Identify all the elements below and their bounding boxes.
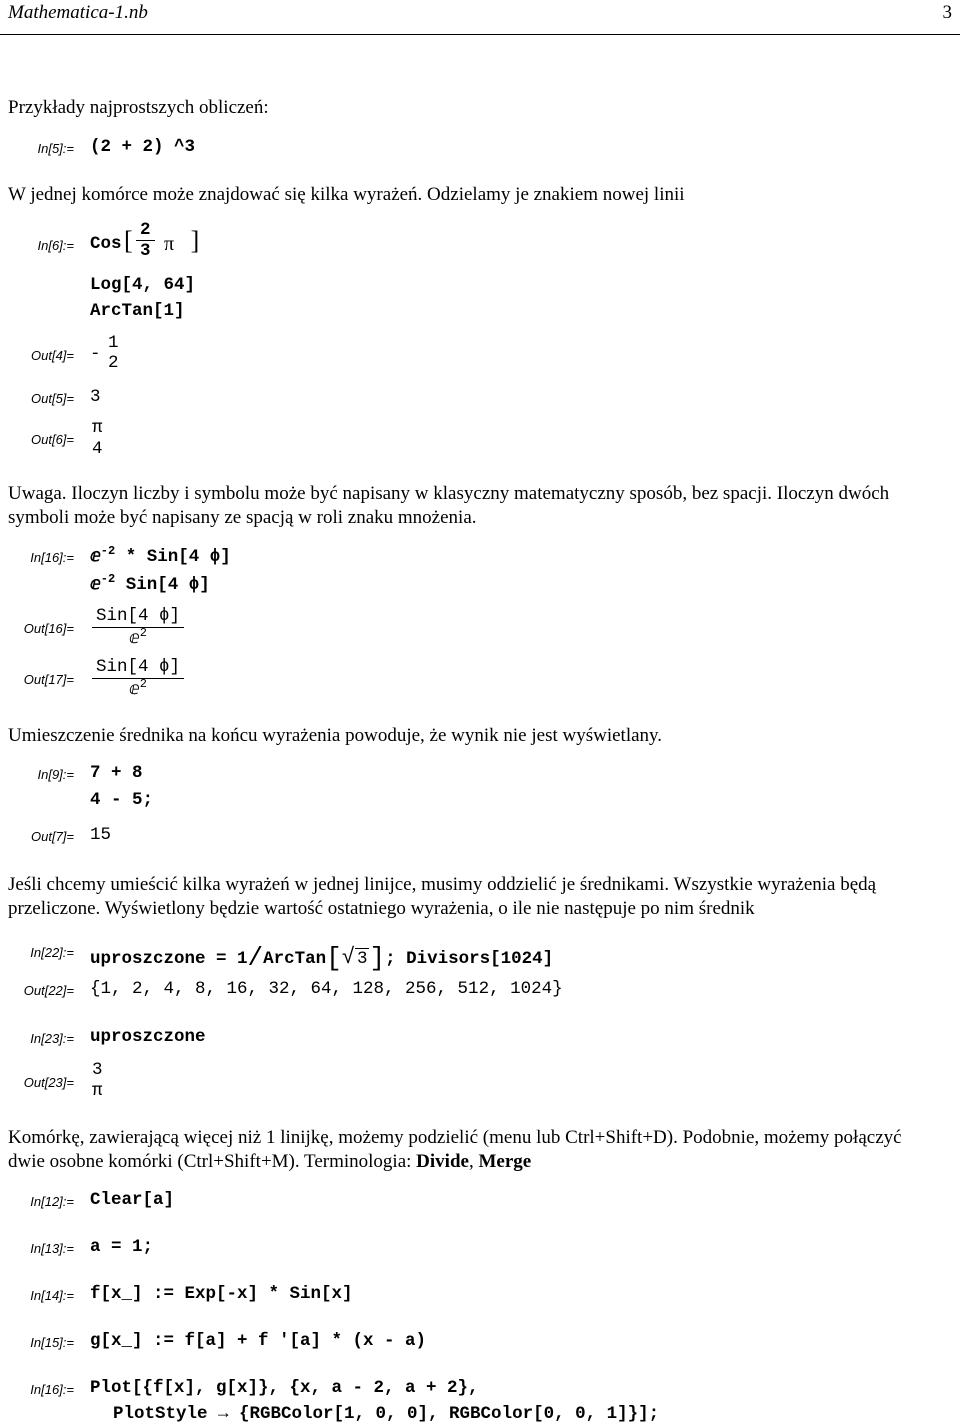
- in22-sqrt-arg: 3: [356, 949, 368, 969]
- in13-input[interactable]: a = 1;: [90, 1237, 154, 1257]
- in16b-line1[interactable]: Plot[{f[x], g[x]}, {x, a - 2, a + 2},: [90, 1378, 479, 1398]
- out4-num: 1: [108, 333, 119, 353]
- out16-num: Sin[4 ϕ]: [96, 606, 181, 626]
- in16-exp: -2: [100, 544, 116, 558]
- out17-den-e: ⅇ: [129, 680, 140, 700]
- in5-label: In[5]:=: [37, 141, 74, 156]
- out23-num: 3: [92, 1060, 103, 1080]
- in16-line2[interactable]: [90, 574, 210, 595]
- out22-label: Out[22]=: [23, 983, 74, 998]
- out17-num: Sin[4 ϕ]: [96, 657, 181, 677]
- in9-label: In[9]:=: [37, 767, 74, 782]
- out17-den-exp: 2: [139, 677, 147, 691]
- out17-label: Out[17]=: [23, 672, 74, 687]
- in13-label: In[13]:=: [30, 1241, 74, 1256]
- in15-input[interactable]: g[x_] := f[a] + f '[a] * (x - a): [90, 1331, 427, 1351]
- page-number: 3: [942, 2, 952, 23]
- in16-l2-e: ⅇ: [90, 575, 101, 595]
- in16-l2-exp: -2: [100, 572, 116, 586]
- text-intro: Przykłady najprostszych obliczeń:: [8, 97, 269, 118]
- out23-fraction: [88, 1060, 107, 1102]
- text-divide-line2: [8, 1150, 531, 1174]
- in6-pi: π: [164, 233, 175, 255]
- out4-minus: -: [90, 344, 101, 364]
- out5-label: Out[5]=: [31, 391, 74, 406]
- in6-arctan[interactable]: ArcTan[1]: [90, 301, 185, 321]
- out16-den-exp: 2: [139, 626, 147, 640]
- in16b-line2[interactable]: PlotStyle → {RGBColor[1, 0, 0], RGBColor[0, 0, 1]}];: [113, 1404, 660, 1424]
- text-one-line-line1: Jeśli chcemy umieścić kilka wyrażeń w jednej linijce, musimy oddzielić je średnikami. Wszystkie wyrażenia będą: [8, 874, 877, 895]
- in6-label: In[6]:=: [37, 238, 74, 253]
- out6-den: 4: [92, 439, 103, 459]
- out16-den-e: ⅇ: [129, 629, 140, 649]
- term-merge: Merge: [478, 1151, 532, 1172]
- in23-label: In[23]:=: [30, 1031, 74, 1046]
- text-semicolon: Umieszczenie średnika na końcu wyrażenia powoduje, że wynik nie jest wyświetlany.: [8, 725, 663, 746]
- in22-slash: /: [247, 943, 264, 973]
- in16-l2-rest: Sin[4 ϕ]: [115, 575, 210, 595]
- in22-input[interactable]: [90, 941, 553, 971]
- out16-fraction: [92, 605, 184, 651]
- out6-fraction: [88, 418, 107, 460]
- in22-assign: uproszczone = 1: [90, 949, 248, 969]
- in16-label: In[16]:=: [30, 550, 74, 565]
- out7-label: Out[7]=: [31, 829, 74, 844]
- out16-label: Out[16]=: [23, 621, 74, 636]
- out4-fraction: [104, 333, 123, 373]
- in9-line2[interactable]: 4 - 5;: [90, 790, 154, 810]
- in23-input[interactable]: uproszczone: [90, 1027, 206, 1047]
- term-divide: Divide: [416, 1151, 469, 1172]
- in15-label: In[15]:=: [30, 1335, 74, 1350]
- in14-label: In[14]:=: [30, 1288, 74, 1303]
- out7-value: 15: [90, 825, 112, 845]
- in6-cos[interactable]: Cos: [90, 234, 122, 254]
- in12-input[interactable]: Clear[a]: [90, 1190, 175, 1210]
- in6-right-bracket: ]: [190, 226, 200, 255]
- in12-label: In[12]:=: [30, 1194, 74, 1209]
- out6-label: Out[6]=: [31, 432, 74, 447]
- in16-rest: * Sin[4 ϕ]: [115, 547, 231, 567]
- out17-den: [92, 678, 184, 702]
- in16b-label: In[16]:=: [30, 1382, 74, 1397]
- in6-log[interactable]: Log[4, 64]: [90, 275, 196, 295]
- out17-fraction: [92, 656, 184, 702]
- out22-value: {1, 2, 4, 8, 16, 32, 64, 128, 256, 512, 1024}: [90, 979, 563, 999]
- in6-fraction: [136, 220, 155, 261]
- out23-label: Out[23]=: [23, 1075, 74, 1090]
- in6-frac-den: 3: [136, 240, 155, 261]
- in14-input[interactable]: f[x_] := Exp[-x] * Sin[x]: [90, 1284, 353, 1304]
- text-multi-expr: W jednej komórce może znajdować się kilka wyrażeń. Odzielamy je znakiem nowej linii: [8, 184, 685, 205]
- header-rule: [0, 34, 960, 35]
- out16-den: [92, 627, 184, 651]
- out4-label: Out[4]=: [31, 348, 74, 363]
- out23-den: π: [92, 1081, 103, 1101]
- in22-divisors: ; Divisors[1024]: [385, 949, 554, 969]
- in22-left-bracket: [: [326, 943, 342, 973]
- out5-value: 3: [90, 387, 101, 407]
- in6-frac-num: 2: [140, 220, 151, 240]
- notebook-title: Mathematica-1.nb: [8, 2, 148, 23]
- in22-label: In[22]:=: [30, 945, 74, 960]
- text-note-line1: Uwaga. Iloczyn liczby i symbolu może być napisany w klasyczny matematyczny sposób, bez spacji. Iloczyn dwóch: [8, 483, 890, 504]
- in6-left-bracket: [: [124, 226, 133, 255]
- text-divide-pre: dwie osobne komórki (Ctrl+Shift+M). Terminologia:: [8, 1151, 417, 1172]
- in22-sqrt-sign: √: [341, 945, 355, 970]
- in16-e: ⅇ: [90, 547, 101, 567]
- in16-line1[interactable]: [90, 546, 231, 567]
- out6-num: π: [92, 418, 103, 438]
- in22-right-bracket: ]: [369, 943, 386, 973]
- text-divide-line1: Komórkę, zawierającą więcej niż 1 linijkę, możemy podzielić (menu lub Ctrl+Shift+D). Podobnie, możemy połączyć: [8, 1127, 902, 1148]
- text-note-line2: symboli może być napisany ze spacją w roli znaku mnożenia.: [8, 507, 477, 528]
- in5-input[interactable]: (2 + 2) ^3: [90, 137, 196, 157]
- text-divide-sep: ,: [468, 1151, 479, 1172]
- out4-den: 2: [108, 353, 119, 373]
- in22-arctan: ArcTan: [263, 949, 327, 969]
- in9-line1[interactable]: 7 + 8: [90, 763, 143, 783]
- text-one-line-line2: przeliczone. Wyświetlony będzie wartość ostatniego wyrażenia, o ile nie następuje po nim średnik: [8, 898, 755, 919]
